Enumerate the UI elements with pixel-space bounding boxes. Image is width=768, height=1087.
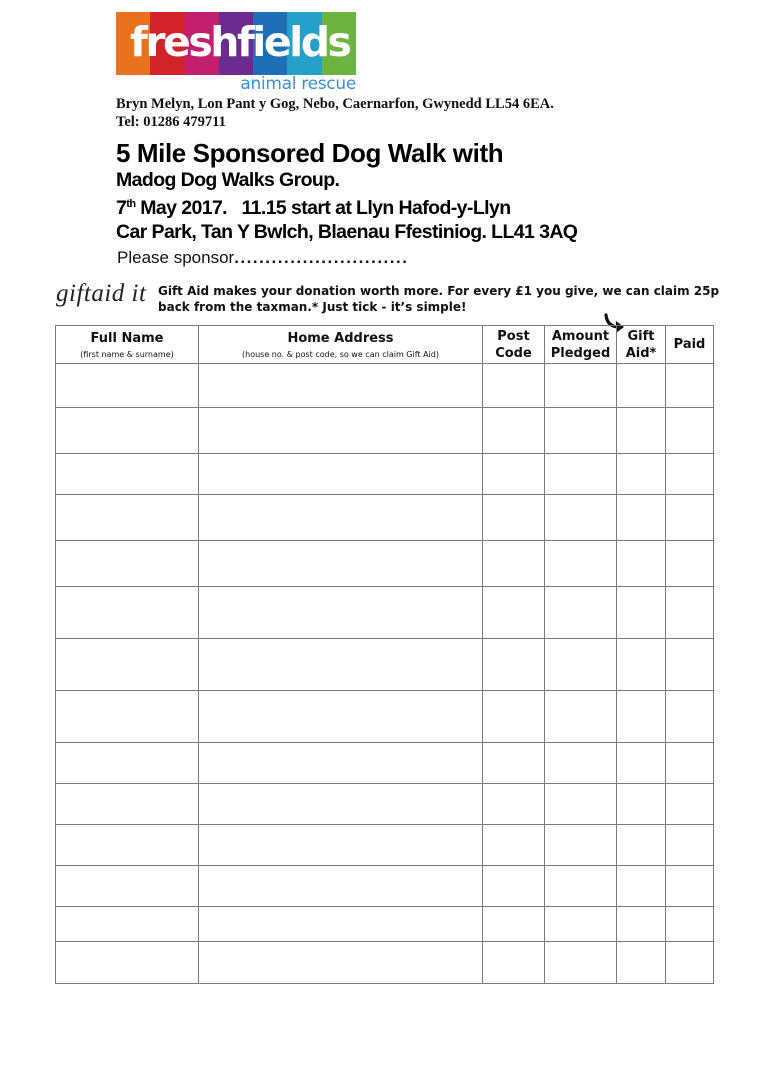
column-header-gift-aid [617,326,666,364]
post-code-cell[interactable] [483,541,545,587]
full-name-cell[interactable] [56,866,199,907]
amount-pledged-cell[interactable] [545,691,617,743]
header-title: Home Address [287,330,394,346]
post-code-cell[interactable] [483,408,545,454]
post-code-cell[interactable] [483,825,545,866]
header-title: Post Code [495,328,532,361]
amount-pledged-cell[interactable] [545,587,617,639]
sponsor-name-field[interactable]: ............................ [234,248,409,267]
table-row [56,866,714,907]
column-header-home-address [199,326,483,364]
event-date-day: 7 [116,197,127,219]
amount-pledged-cell[interactable] [545,784,617,825]
column-header-paid [666,326,714,364]
amount-pledged-cell[interactable] [545,454,617,495]
paid-cell[interactable] [666,541,714,587]
gift-aid-cell[interactable] [617,408,666,454]
table-row [56,639,714,691]
home-address-cell[interactable] [199,866,483,907]
gift-aid-cell[interactable] [617,907,666,942]
event-location-line: Car Park, Tan Y Bwlch, Blaenau Ffestiniog. LL41 3AQ [116,221,578,243]
column-header-post-code [483,326,545,364]
gift-aid-cell[interactable] [617,639,666,691]
paid-cell[interactable] [666,942,714,984]
full-name-cell[interactable] [56,825,199,866]
event-date-rest: May 2017. 11.15 start at Llyn Hafod-y-Llyn [135,197,511,219]
event-title [116,138,577,244]
sponsor-label: Please sponsor [117,248,235,267]
post-code-cell[interactable] [483,691,545,743]
table-row [56,364,714,408]
home-address-cell[interactable] [199,907,483,942]
amount-pledged-cell[interactable] [545,408,617,454]
logo-subtitle: animal rescue [240,74,356,94]
table-row [56,587,714,639]
gift-aid-cell[interactable] [617,743,666,784]
gift-aid-cell[interactable] [617,784,666,825]
post-code-cell[interactable] [483,866,545,907]
home-address-cell[interactable] [199,639,483,691]
home-address-cell[interactable] [199,825,483,866]
header-title: Gift Aid* [625,328,657,361]
address-line: Bryn Melyn, Lon Pant y Gog, Nebo, Caernarfon, Gwynedd LL54 6EA. [116,96,554,112]
paid-cell[interactable] [666,454,714,495]
paid-cell[interactable] [666,495,714,541]
full-name-cell[interactable] [56,408,199,454]
home-address-cell[interactable] [199,495,483,541]
header-title: Paid [673,337,706,352]
amount-pledged-cell[interactable] [545,825,617,866]
table-row [56,784,714,825]
table-row [56,408,714,454]
post-code-cell[interactable] [483,587,545,639]
post-code-cell[interactable] [483,907,545,942]
gift-aid-cell[interactable] [617,495,666,541]
giftaid-logo: giftaid it [56,280,147,307]
header-title: Amount Pledged [550,328,611,361]
home-address-cell[interactable] [199,587,483,639]
freshfields-logo [116,12,356,92]
paid-cell[interactable] [666,866,714,907]
amount-pledged-cell[interactable] [545,866,617,907]
table-row [56,454,714,495]
full-name-cell[interactable] [56,784,199,825]
telephone-line: Tel: 01286 479711 [116,114,226,130]
paid-cell[interactable] [666,784,714,825]
home-address-cell[interactable] [199,408,483,454]
home-address-cell[interactable] [199,784,483,825]
amount-pledged-cell[interactable] [545,364,617,408]
full-name-cell[interactable] [56,743,199,784]
header-title: Full Name [90,330,164,346]
paid-cell[interactable] [666,587,714,639]
paid-cell[interactable] [666,825,714,866]
logo-wordmark: freshfields [130,18,350,66]
full-name-cell[interactable] [56,907,199,942]
event-group-line: Madog Dog Walks Group. [116,169,340,191]
gift-aid-cell[interactable] [617,541,666,587]
organisation-address [116,95,554,131]
home-address-cell[interactable] [199,743,483,784]
paid-cell[interactable] [666,907,714,942]
event-title-line: 5 Mile Sponsored Dog Walk with [116,138,504,168]
paid-cell[interactable] [666,639,714,691]
table-row [56,541,714,587]
home-address-cell[interactable] [199,691,483,743]
giftaid-line: back from the taxman.* Just tick - it’s simple! [158,300,467,314]
gift-aid-cell[interactable] [617,691,666,743]
post-code-cell[interactable] [483,454,545,495]
full-name-cell[interactable] [56,587,199,639]
event-date-suffix: th [126,198,136,210]
paid-cell[interactable] [666,408,714,454]
gift-aid-cell[interactable] [617,364,666,408]
full-name-cell[interactable] [56,454,199,495]
full-name-cell[interactable] [56,364,199,408]
table-row [56,825,714,866]
header-subtitle: (first name & surname) [80,349,174,359]
table-row [56,743,714,784]
event-date-line [116,192,577,220]
full-name-cell[interactable] [56,639,199,691]
post-code-cell[interactable] [483,495,545,541]
sponsor-table [55,325,714,984]
full-name-cell[interactable] [56,942,199,984]
home-address-cell[interactable] [199,942,483,984]
amount-pledged-cell[interactable] [545,942,617,984]
post-code-cell[interactable] [483,784,545,825]
please-sponsor [117,248,408,268]
amount-pledged-cell[interactable] [545,541,617,587]
giftaid-line: Gift Aid makes your donation worth more. For every £1 you give, we can claim 25p [158,284,720,298]
table-row [56,907,714,942]
amount-pledged-cell[interactable] [545,907,617,942]
full-name-cell[interactable] [56,691,199,743]
column-header-amount-pledged [545,326,617,364]
home-address-cell[interactable] [199,454,483,495]
header-subtitle: (house no. & post code, so we can claim Gift Aid) [242,349,439,359]
gift-aid-cell[interactable] [617,587,666,639]
table-row [56,691,714,743]
column-header-full-name [56,326,199,364]
post-code-cell[interactable] [483,942,545,984]
gift-aid-cell[interactable] [617,866,666,907]
full-name-cell[interactable] [56,495,199,541]
post-code-cell[interactable] [483,743,545,784]
post-code-cell[interactable] [483,639,545,691]
gift-aid-cell[interactable] [617,454,666,495]
table-body [56,364,714,984]
giftaid-explanation [158,283,728,315]
post-code-cell[interactable] [483,364,545,408]
gift-aid-cell[interactable] [617,942,666,984]
paid-cell[interactable] [666,691,714,743]
table-row [56,495,714,541]
home-address-cell[interactable] [199,364,483,408]
gift-aid-cell[interactable] [617,825,666,866]
amount-pledged-cell[interactable] [545,495,617,541]
amount-pledged-cell[interactable] [545,639,617,691]
table-row [56,942,714,984]
amount-pledged-cell[interactable] [545,743,617,784]
paid-cell[interactable] [666,364,714,408]
table-header-row [56,326,714,364]
paid-cell[interactable] [666,743,714,784]
full-name-cell[interactable] [56,541,199,587]
home-address-cell[interactable] [199,541,483,587]
